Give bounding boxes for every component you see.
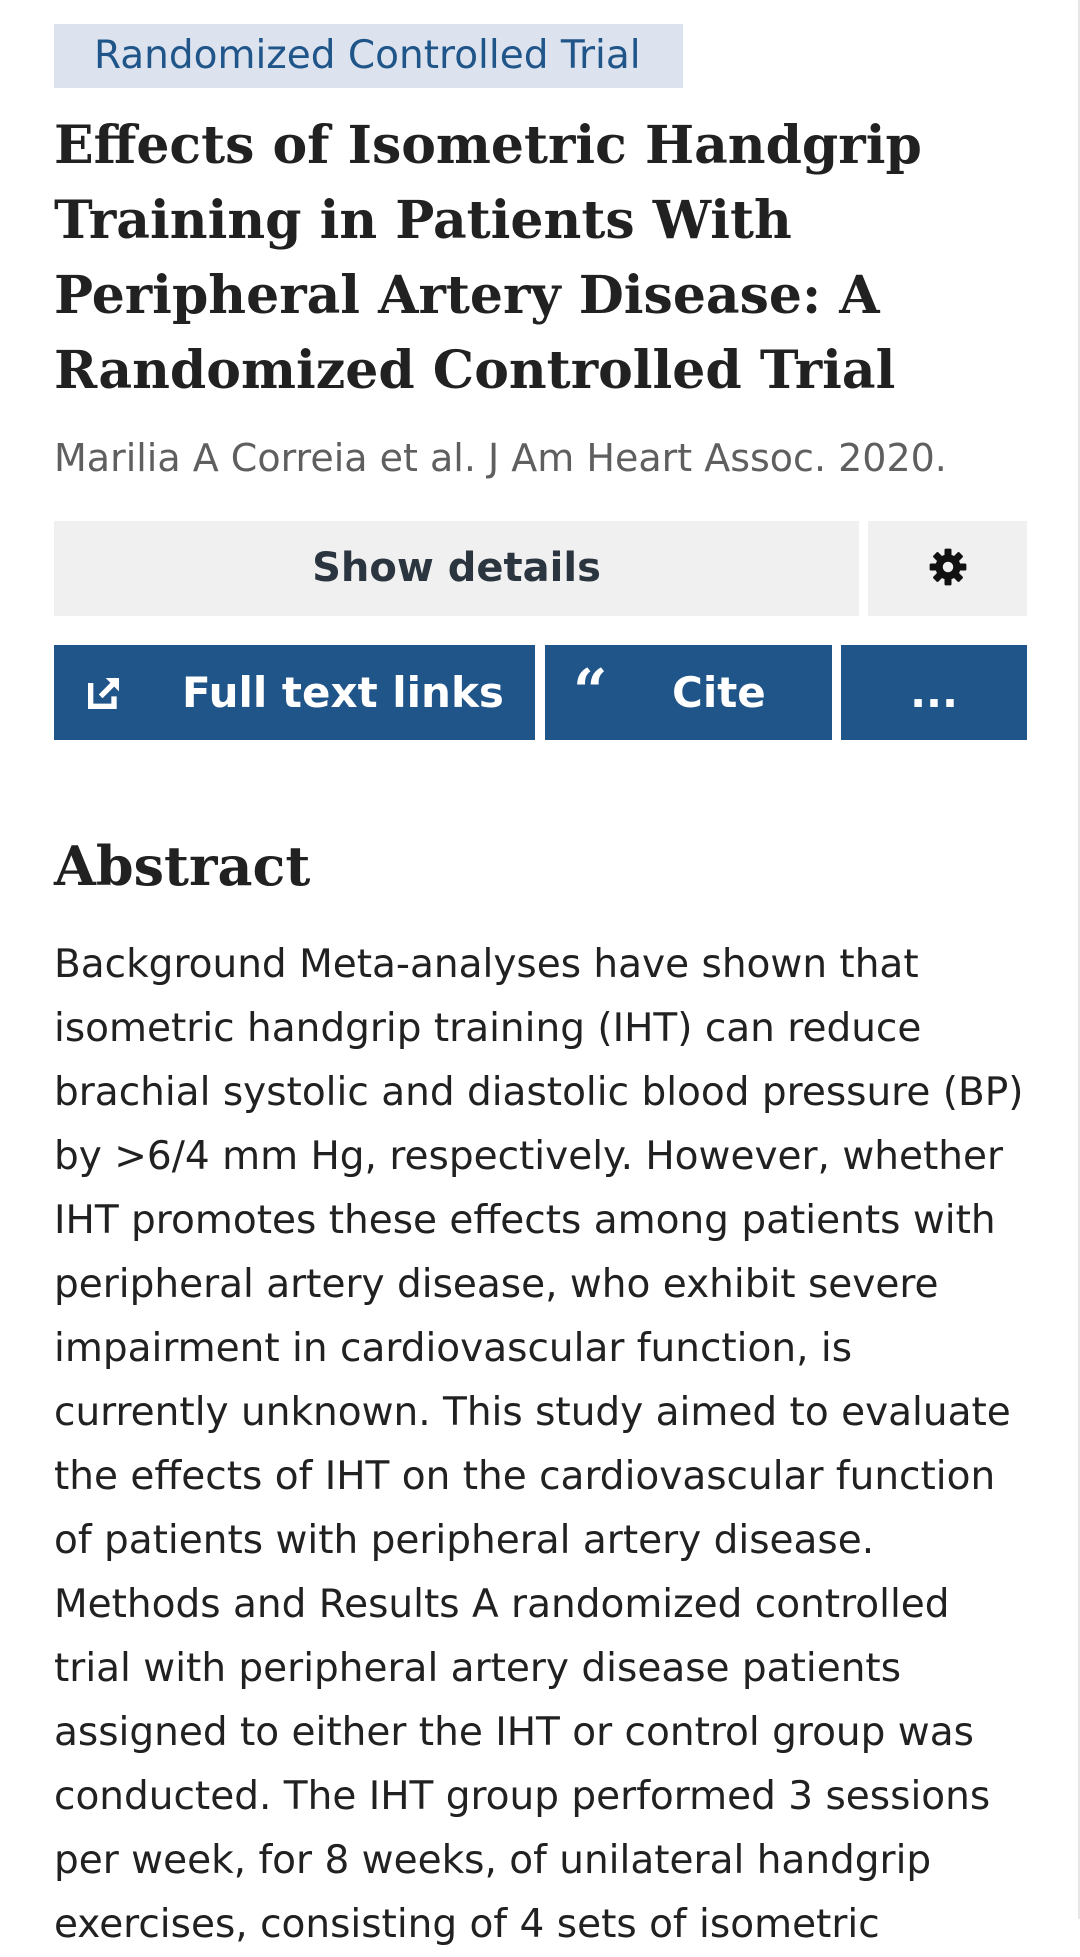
abstract-line: the effects of IHT on the cardiovascular function <box>54 1454 996 1499</box>
show-details-button[interactable]: Show details <box>54 521 859 616</box>
abstract-line: brachial systolic and diastolic blood pressure (BP) <box>54 1070 1024 1115</box>
abstract-line: conducted. The IHT group performed 3 sessions <box>54 1774 991 1819</box>
abstract-line: of patients with peripheral artery disease. <box>54 1518 875 1563</box>
abstract-line: per week, for 8 weeks, of unilateral handgrip <box>54 1838 932 1883</box>
abstract-line: peripheral artery disease, who exhibit severe <box>54 1262 939 1307</box>
abstract-line: exercises, consisting of 4 sets of isometric <box>54 1902 880 1947</box>
more-actions-button[interactable]: ... <box>841 645 1027 740</box>
abstract-line: trial with peripheral artery disease patients <box>54 1646 902 1691</box>
abstract-heading: Abstract <box>54 834 311 898</box>
gear-icon <box>927 546 969 591</box>
display-options-button[interactable] <box>868 521 1027 616</box>
article-citation: Marilia A Correia et al. J Am Heart Assoc. 2020. <box>54 436 947 480</box>
external-link-icon <box>84 645 124 740</box>
abstract-line: impairment in cardiovascular function, is <box>54 1326 853 1371</box>
cite-button[interactable] <box>545 645 832 740</box>
full-text-links-button[interactable] <box>54 645 535 740</box>
abstract-line: Methods and Results A randomized controlled <box>54 1582 950 1627</box>
abstract-line: by >6/4 mm Hg, respectively. However, whether <box>54 1134 1003 1179</box>
cite-label: Cite <box>672 668 766 717</box>
quote-icon: “ <box>573 657 608 727</box>
abstract-line: isometric handgrip training (IHT) can reduce <box>54 1006 922 1051</box>
abstract-line: currently unknown. This study aimed to evaluate <box>54 1390 1011 1435</box>
publication-type-badge[interactable]: Randomized Controlled Trial <box>54 24 683 88</box>
abstract-line: assigned to either the IHT or control group was <box>54 1710 974 1755</box>
full-text-links-label: Full text links <box>182 668 504 717</box>
article-title: Effects of Isometric Handgrip Training in Patients With Peripheral Artery Disease: A Randomized Controlled Trial <box>54 115 922 401</box>
abstract-line: IHT promotes these effects among patients with <box>54 1198 996 1243</box>
abstract-line: Background Meta-analyses have shown that <box>54 942 919 987</box>
abstract-body <box>54 933 1054 1957</box>
